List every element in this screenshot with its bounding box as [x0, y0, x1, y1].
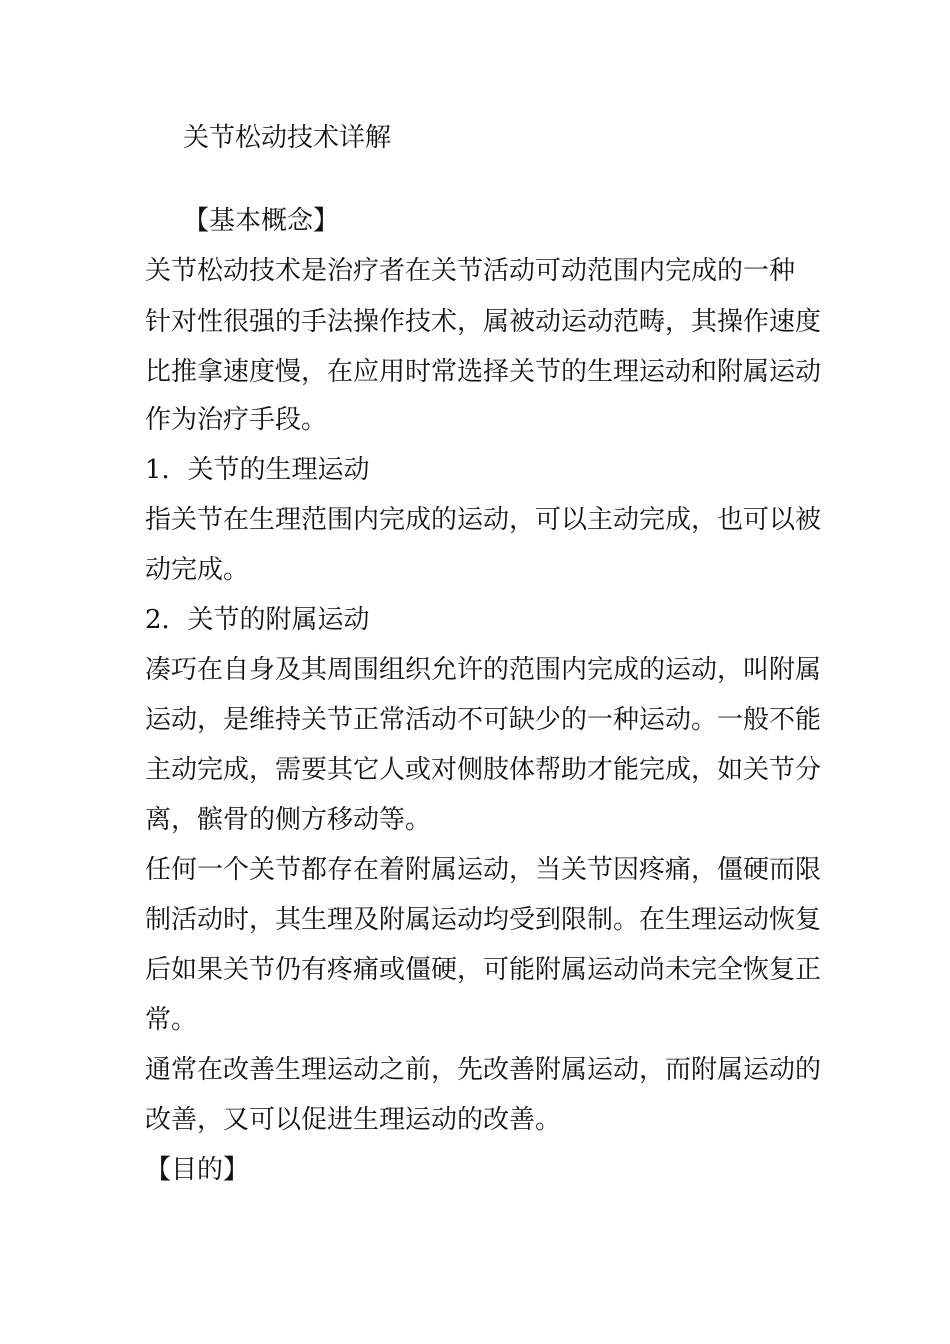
paragraph-line: 改善，又可以促进生理运动的改善。 [145, 1105, 562, 1135]
paragraph-line: 常。 [145, 1005, 198, 1035]
paragraph-line: 运动，是维持关节正常活动不可缺少的一种运动。一般不能 [145, 705, 822, 735]
paragraph-line: 离，髌骨的侧方移动等。 [145, 805, 432, 835]
paragraph-line: 通常在改善生理运动之前，先改善附属运动，而附属运动的 [145, 1055, 822, 1085]
paragraph-line: 凑巧在自身及其周围组织允许的范围内完成的运动，叫附属 [145, 655, 822, 685]
paragraph-line: 指关节在生理范围内完成的运动，可以主动完成，也可以被 [145, 505, 822, 535]
subheading-accessory-movement: 2．关节的附属运动 [145, 605, 370, 635]
paragraph-line: 动完成。 [145, 555, 250, 585]
section-heading-basic-concept: 【基本概念】 [183, 206, 340, 236]
document-title: 关节松动技术详解 [183, 123, 392, 153]
paragraph-line: 制活动时，其生理及附属运动均受到限制。在生理运动恢复 [145, 905, 822, 935]
paragraph-line: 作为治疗手段。 [145, 405, 328, 435]
section-heading-purpose: 【目的】 [145, 1155, 250, 1185]
paragraph-line: 任何一个关节都存在着附属运动，当关节因疼痛，僵硬而限 [145, 855, 822, 885]
paragraph-line: 主动完成，需要其它人或对侧肢体帮助才能完成，如关节分 [145, 755, 822, 785]
paragraph-line: 针对性很强的手法操作技术，属被动运动范畴，其操作速度 [145, 307, 822, 337]
paragraph-line: 关节松动技术是治疗者在关节活动可动范围内完成的一种 [145, 256, 796, 286]
paragraph-line: 后如果关节仍有疼痛或僵硬，可能附属运动尚未完全恢复正 [145, 955, 822, 985]
subheading-physiological-movement: 1．关节的生理运动 [145, 455, 370, 485]
paragraph-line: 比推拿速度慢，在应用时常选择关节的生理运动和附属运动 [145, 357, 822, 387]
